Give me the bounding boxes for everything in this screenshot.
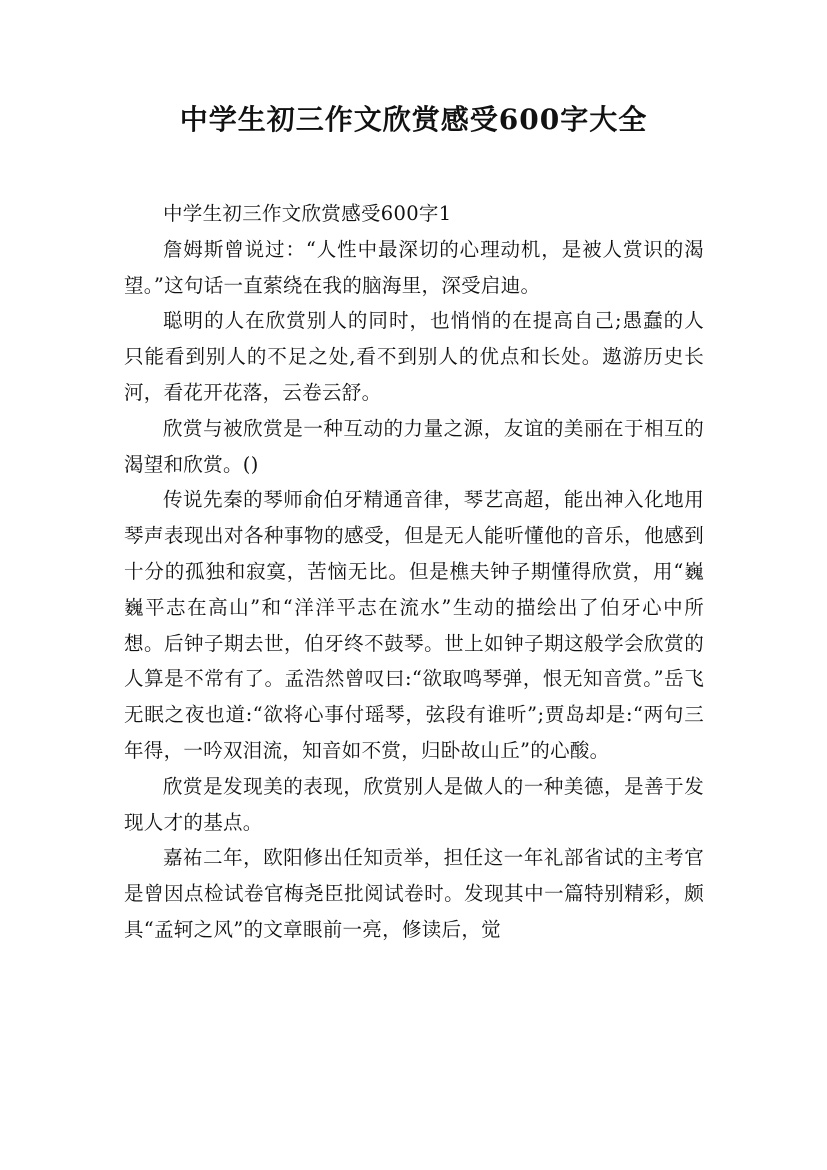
paragraph-6: 嘉祐二年，欧阳修出任知贡举，担任这一年礼部省试的主考官是曾因点检试卷官梅尧臣批阅试卷时。发现其中一篇特别精彩，颇具“孟轲之风”的文章眼前一亮，修读后，觉 — [124, 846, 704, 941]
paragraph-5: 欣赏是发现美的表现，欣赏别人是做人的一种美德，是善于发现人才的基点。 — [124, 774, 704, 834]
paragraph-3: 欣赏与被欣赏是一种互动的力量之源，友谊的美丽在于相互的渴望和欣赏。() — [124, 416, 704, 476]
section-heading: 中学生初三作文欣赏感受600字1 — [163, 202, 452, 225]
document-title: 中学生初三作文欣赏感受600字大全 — [179, 103, 648, 136]
paragraph-2: 聪明的人在欣赏别人的同时，也悄悄的在提高自己;愚蠢的人只能看到别人的不足之处,看不到别人的优点和长处。遨游历史长河，看花开花落，云卷云舒。 — [124, 309, 704, 404]
paragraph-1: 詹姆斯曾说过：“人性中最深切的心理动机，是被人赏识的渴望。”这句话一直萦绕在我的脑海里，深受启迪。 — [124, 237, 704, 297]
paragraph-4: 传说先秦的琴师俞伯牙精通音律，琴艺高超，能出神入化地用琴声表现出对各种事物的感受，但是无人能听懂他的音乐，他感到十分的孤独和寂寞，苦恼无比。但是樵夫钟子期懂得欣赏，用“巍巍平志在高山”和“洋洋平志在流水”生动的描绘出了伯牙心中所想。后钟子期去世，伯牙终不鼓琴。世上如钟子期这般学会欣赏的人算是不常有了。孟浩然曾叹曰:“欲取鸣琴弹，恨无知音赏。”岳飞无眠之夜也道:“欲将心事付瑶琴，弦段有谁听”;贾岛却是:“两句三年得，一吟双泪流，知音如不赏，归卧故山丘”的心酸。 — [124, 488, 704, 762]
document-body — [124, 196, 704, 948]
